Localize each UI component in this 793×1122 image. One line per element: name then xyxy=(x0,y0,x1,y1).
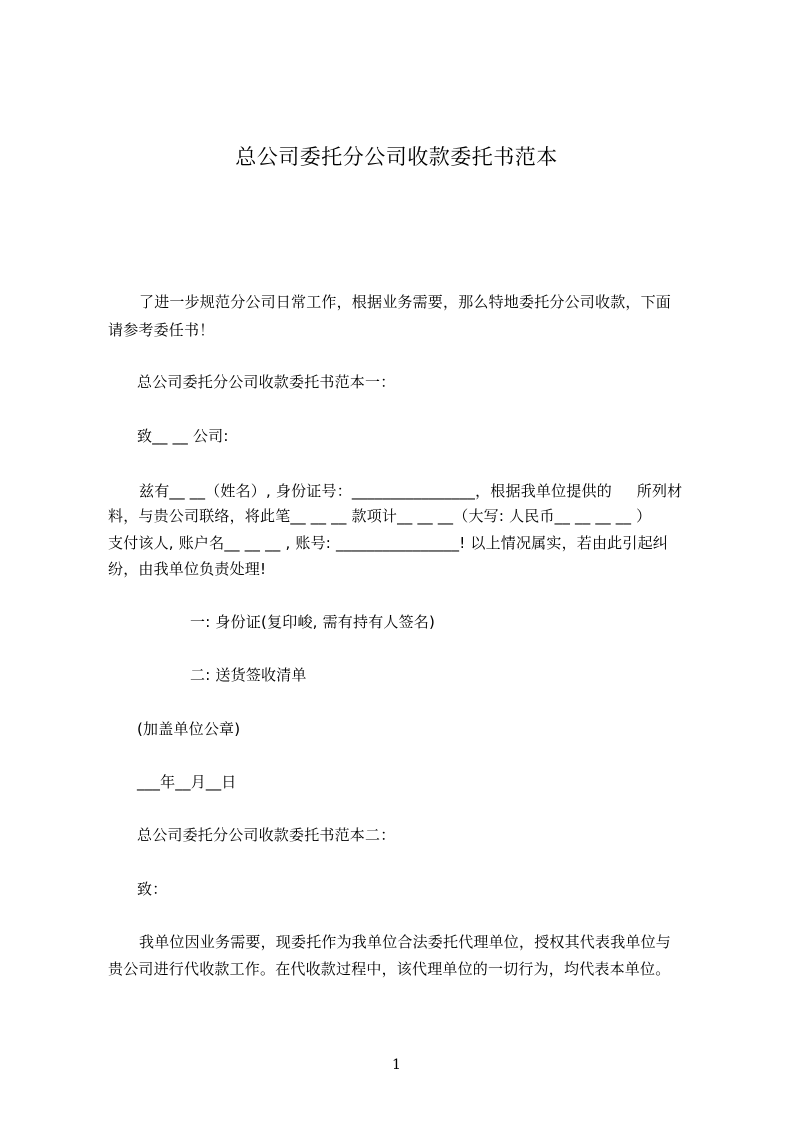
sample2-body-line-2: 贵公司进行代收款工作。在代收款过程中，该代理单位的一切行为，均代表本单位。 xyxy=(108,960,671,978)
date-line: ___年__月__日 xyxy=(137,773,237,791)
sample1-body-line-4: 纷，由我单位负责处理! xyxy=(108,560,267,578)
attachment-item-2: 二: 送货签收清单 xyxy=(190,666,307,684)
intro-line-2: 请参考委任书！ xyxy=(108,321,215,339)
sample2-recipient: 致： xyxy=(137,880,168,898)
attachment-item-1: 一: 身份证(复印峻, 需有持有人签名) xyxy=(190,613,436,631)
document-title: 总公司委托分公司收款委托书范本 xyxy=(235,145,558,169)
sample1-heading: 总公司委托分公司收款委托书范本一： xyxy=(137,373,396,391)
intro-line-1: 了进一步规范分公司日常工作，根据业务需要，那么特地委托分公司收款，下面 xyxy=(139,293,672,311)
sample1-body-line-1: 兹有__ __（姓名）, 身份证号：________________，根据我单位提供的 所列材 xyxy=(139,482,683,500)
sample1-body-line-2: 料，与贵公司联络，将此笔__ __ __ 款项计__ __ __（大写: 人民币__ __ __ __ ） xyxy=(108,507,652,525)
page-number: 1 xyxy=(392,1057,401,1073)
sample1-recipient: 致__ __ 公司: xyxy=(137,427,229,445)
sample2-body-line-1: 我单位因业务需要，现委托作为我单位合法委托代理单位，授权其代表我单位与 xyxy=(139,933,672,951)
sample1-body-line-3: 支付该人, 账户名__ __ __ , 账号: ________________! 以上情况属实，若由此引起纠 xyxy=(108,534,668,552)
sample2-heading: 总公司委托分公司收款委托书范本二： xyxy=(137,826,396,844)
seal-note: (加盖单位公章) xyxy=(137,720,241,738)
